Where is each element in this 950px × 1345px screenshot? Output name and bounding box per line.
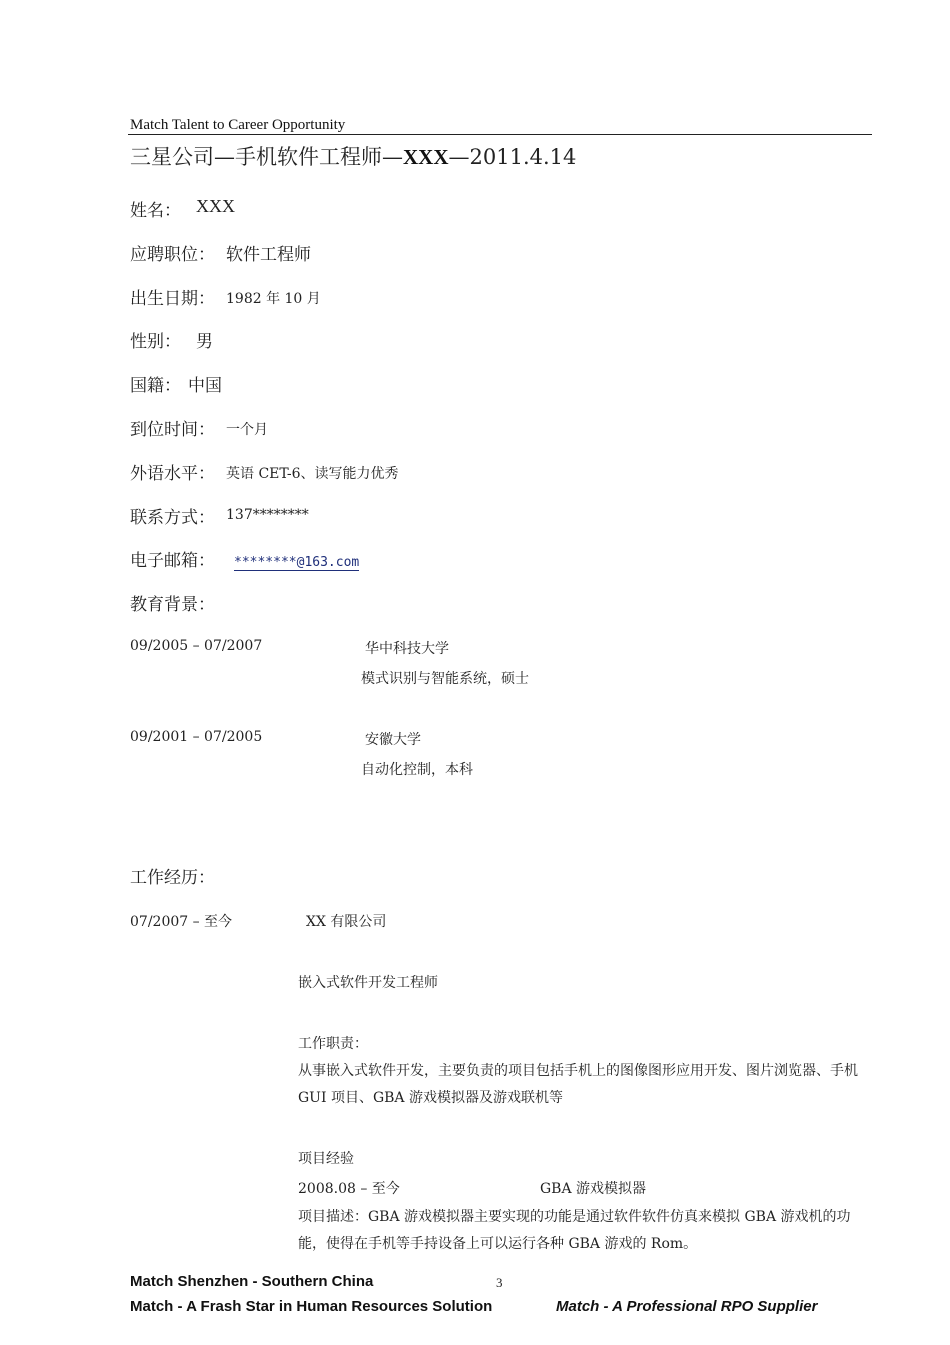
work-position: 嵌入式软件开发工程师 — [298, 975, 438, 991]
project-period: 2008.08 – 至今 — [298, 1181, 400, 1197]
footer-location: Match Shenzhen - Southern China — [130, 1273, 374, 1290]
edu1-detail: 模式识别与智能系统，硕士 — [361, 671, 529, 687]
edu1-period: 09/2005 – 07/2007 — [130, 638, 263, 654]
language-value: 英语 CET-6、读写能力优秀 — [226, 466, 399, 482]
duties-heading: 工作职责： — [298, 1036, 368, 1052]
email-link[interactable]: ********@163.com — [234, 555, 360, 570]
document-title — [130, 141, 576, 171]
availability-label: 到位时间： — [130, 420, 215, 440]
birthdate-label: 出生日期： — [130, 289, 215, 309]
page-number: 3 — [496, 1275, 503, 1290]
duties-text: 从事嵌入式软件开发，主要负责的项目包括手机上的图像图形应用开发、图片浏览器、手机 GUI 项目、GBA 游戏模拟器及游戏联机等 — [298, 1063, 858, 1106]
footer-rpo — [556, 1298, 817, 1315]
nationality-value: 中国 — [188, 376, 222, 396]
title-suffix: —2011.4.14 — [448, 145, 577, 169]
work-period: 07/2007 – 至今 — [130, 914, 233, 930]
language-label: 外语水平： — [130, 464, 215, 484]
projects-heading: 项目经验 — [298, 1151, 354, 1167]
availability-value: 一个月 — [226, 422, 268, 438]
edu2-period: 09/2001 – 07/2005 — [130, 729, 263, 745]
email-link-wrap — [234, 551, 359, 570]
project-description: 项目描述：GBA 游戏模拟器主要实现的功能是通过软件软件仿真来模拟 GBA 游戏机的功能，使得在手机等手持设备上可以运行各种 GBA 游戏的 Rom。 — [298, 1209, 851, 1252]
contact-value: 137******** — [226, 507, 309, 523]
name-label: 姓名： — [130, 201, 181, 221]
name-value: XXX — [196, 196, 235, 216]
title-prefix: 三星公司—手机软件工程师— — [130, 145, 403, 169]
gender-label: 性别： — [130, 332, 181, 352]
position-value: 软件工程师 — [226, 245, 311, 265]
header-rule — [128, 134, 872, 135]
work-company: XX 有限公司 — [306, 914, 387, 930]
work-heading: 工作经历： — [130, 868, 215, 888]
gender-value: 男 — [196, 332, 213, 352]
header-tagline: Match Talent to Career Opportunity — [130, 117, 346, 133]
edu2-detail: 自动化控制，本科 — [361, 762, 473, 778]
footer-rpo-text: Match - A Professional RPO Supplier — [556, 1298, 818, 1315]
education-heading: 教育背景： — [130, 595, 215, 615]
footer-slogan: Match - A Frash Star in Human Resources Solution — [130, 1298, 493, 1315]
position-label: 应聘职位： — [130, 245, 215, 265]
nationality-label: 国籍： — [130, 376, 181, 396]
project-name: GBA 游戏模拟器 — [540, 1181, 647, 1197]
title-name: XXX — [403, 145, 449, 169]
contact-label: 联系方式： — [130, 508, 215, 528]
email-label: 电子邮箱： — [130, 551, 215, 571]
birthdate-value: 1982 年 10 月 — [226, 291, 321, 307]
edu2-school: 安徽大学 — [365, 732, 421, 748]
edu1-school: 华中科技大学 — [365, 641, 449, 657]
